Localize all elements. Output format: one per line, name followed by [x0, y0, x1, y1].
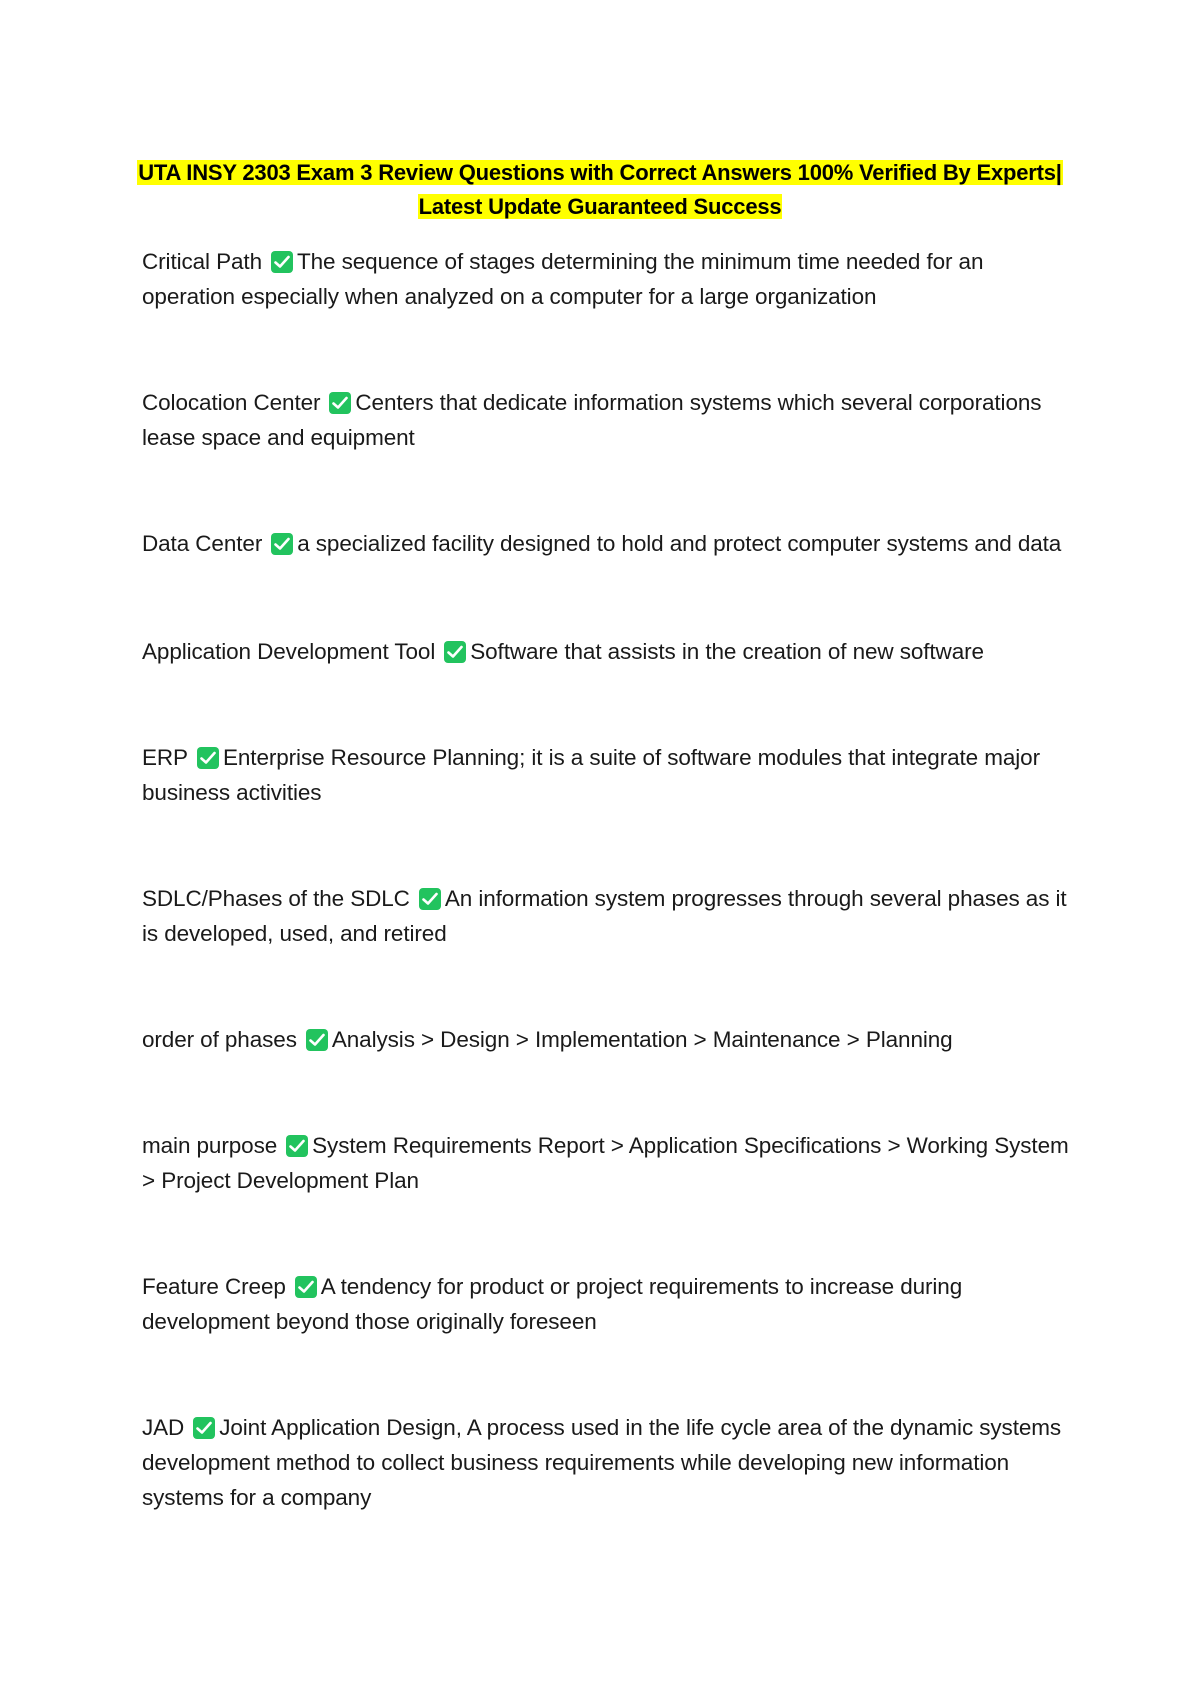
check-mark-icon: [419, 888, 441, 910]
entry-term: ERP: [142, 745, 188, 770]
qa-entry: [142, 244, 1072, 314]
entry-definition: a specialized facility designed to hold and protect computer systems and data: [297, 531, 1062, 556]
entry-term: Feature Creep: [142, 1274, 286, 1299]
check-mark-icon: [444, 641, 466, 663]
entry-term: Data Center: [142, 531, 263, 556]
qa-entry: [142, 1128, 1072, 1198]
entry-term: Application Development Tool: [142, 639, 436, 664]
title-line-2: Latest Update Guaranteed Success: [418, 194, 782, 219]
entry-definition: Software that assists in the creation of new software: [470, 639, 984, 664]
check-mark-icon: [193, 1417, 215, 1439]
check-mark-icon: [295, 1276, 317, 1298]
qa-entry: [142, 526, 1072, 561]
entry-term: Critical Path: [142, 249, 262, 274]
qa-entry: [142, 881, 1072, 951]
entry-definition: Centers that dedicate information systems which several corporations lease space and equipment: [142, 390, 1042, 450]
check-mark-icon: [271, 533, 293, 555]
entry-definition: Analysis > Design > Implementation > Maintenance > Planning: [331, 1027, 953, 1052]
check-mark-icon: [329, 392, 351, 414]
check-mark-icon: [286, 1135, 308, 1157]
entry-definition: The sequence of stages determining the minimum time needed for an operation especially when analyzed on a computer for a large organization: [142, 249, 984, 309]
entry-term: JAD: [142, 1415, 185, 1440]
entry-term: Colocation Center: [142, 390, 321, 415]
entry-definition: System Requirements Report > Application Specifications > Working System > Project Development Plan: [142, 1133, 1069, 1193]
check-mark-icon: [271, 251, 293, 273]
qa-entry: [142, 385, 1072, 455]
qa-entry: [142, 634, 1072, 669]
entry-definition: A tendency for product or project requirements to increase during development beyond those originally foreseen: [142, 1274, 963, 1334]
entry-term: order of phases: [142, 1027, 297, 1052]
check-mark-icon: [197, 747, 219, 769]
qa-entry: [142, 740, 1072, 810]
qa-entry: [142, 1269, 1072, 1339]
entry-definition: Enterprise Resource Planning; it is a suite of software modules that integrate major business activities: [142, 745, 1040, 805]
entry-definition: An information system progresses through several phases as it is developed, used, and retired: [142, 886, 1067, 946]
document-title: [130, 156, 1070, 224]
title-line-1: UTA INSY 2303 Exam 3 Review Questions with Correct Answers 100% Verified By Experts|: [138, 160, 1062, 185]
entry-term: main purpose: [142, 1133, 278, 1158]
qa-entry: [142, 1022, 1072, 1057]
check-mark-icon: [306, 1029, 328, 1051]
qa-entry: [142, 1410, 1072, 1515]
entry-term: SDLC/Phases of the SDLC: [142, 886, 410, 911]
entry-definition: Joint Application Design, A process used in the life cycle area of the dynamic systems development method to collect business requirements while developing new information systems for a company: [142, 1415, 1062, 1510]
